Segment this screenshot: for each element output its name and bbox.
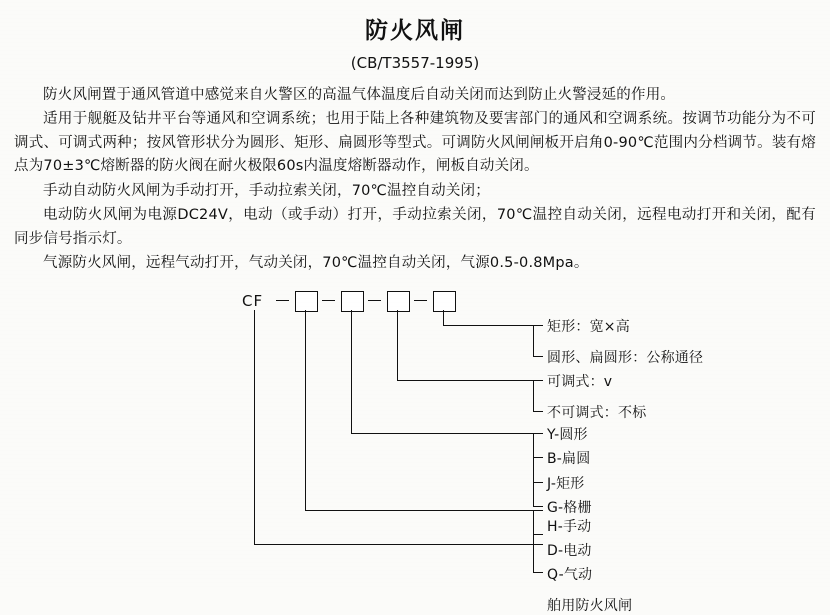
page-title: 防火风闸 [365,18,465,44]
code-box-4 [433,291,456,312]
leader-line-box3-tick1 [533,380,543,381]
leader-line-box2-h1 [351,433,533,434]
leader-line-box2-vertical2 [533,433,534,506]
leader-line-box2-tick2 [533,457,543,458]
legend-item-7: J-矩形 [547,475,585,492]
paragraph-4: 电动防火风闸为电源DC24V，电动（或手动）打开，手动拉索关闭，70℃温控自动关闭，远程电动打开和关闭，配有同步信号指示灯。 [14,207,816,247]
leader-line-box3-vertical2 [533,380,534,411]
legend-item-12: 舶用防火风闸 [547,597,633,614]
leader-line-hdq-tick3 [533,572,543,573]
code-box-3 [387,291,410,312]
leader-line-box2-tick1 [533,433,543,434]
legend-item-3: 可调式：v [547,373,613,390]
legend-item-9: H-手动 [547,518,592,535]
leader-line-box4-vertical [443,310,444,325]
code-box-1 [295,291,318,312]
leader-line-hdq-tick1 [533,510,543,511]
legend-item-10: D-电动 [547,542,592,559]
code-separator-3 [368,300,381,301]
leader-line-box3-tick2 [533,411,543,412]
leader-line-prefix-vertical [254,310,255,544]
leader-line-box2-tick3 [533,482,543,483]
leader-line-box1-h1 [305,510,533,511]
leader-line-box4-vertical2 [533,325,534,356]
standard-code: (CB/T3557-1995) [350,54,480,72]
leader-line-hdq-vertical [533,510,534,572]
body-text [14,84,816,276]
leader-line-box2-tick4 [533,506,543,507]
legend-item-4: 不可调式：不标 [547,404,647,421]
leader-line-prefix-tick [533,544,543,545]
leader-line-box4-tick1 [533,325,543,326]
paragraph-5: 气源防火风闸，远程气动打开，气动关闭，70℃温控自动关闭，气源0.5-0.8Mpa。 [43,255,589,272]
code-separator-2 [322,300,335,301]
legend-item-2: 圆形、扁圆形：公称通径 [547,349,704,366]
leader-line-box4-tick2 [533,356,543,357]
leader-line-box1-vertical [305,310,306,510]
designation-code-diagram [14,290,816,614]
code-prefix: CF [242,291,264,310]
code-separator-1 [276,300,289,301]
leader-line-box3-vertical [397,310,398,380]
legend-item-1: 矩形：宽×高 [547,318,630,335]
code-box-2 [341,291,364,312]
legend-item-6: B-扁圆 [547,450,591,467]
paragraph-2: 适用于舰艇及钻井平台等通风和空调系统；也用于陆上各种建筑物及要害部门的通风和空调系统。按调节功能分为不可调式、可调式两种；按风管形状分为圆形、矩形、扁圆形等型式。可调防火风闸闸板开启角0-90℃范围内分档调节。装有熔点为70±3℃熔断器的防火阀在耐火极限60s内温度熔断器动作，闸板自动关闭。 [14,111,816,175]
leader-line-box2-vertical [351,310,352,433]
leader-line-prefix-h1 [254,544,533,545]
leader-line-hdq-tick2 [533,534,543,535]
leader-line-box3-h1 [397,380,533,381]
legend-item-8: G-格栅 [547,499,592,516]
leader-line-box4-h1 [443,325,533,326]
code-separator-4 [414,300,427,301]
legend-item-11: Q-气动 [547,566,593,583]
paragraph-1: 防火风闸置于通风管道中感觉来自火警区的高温气体温度后自动关闭而达到防止火警浸延的作用。 [43,87,676,103]
paragraph-3: 手动自动防火风闸为手动打开，手动拉索关闭，70℃温控自动关闭； [43,182,490,199]
legend-item-5: Y-圆形 [547,426,588,443]
